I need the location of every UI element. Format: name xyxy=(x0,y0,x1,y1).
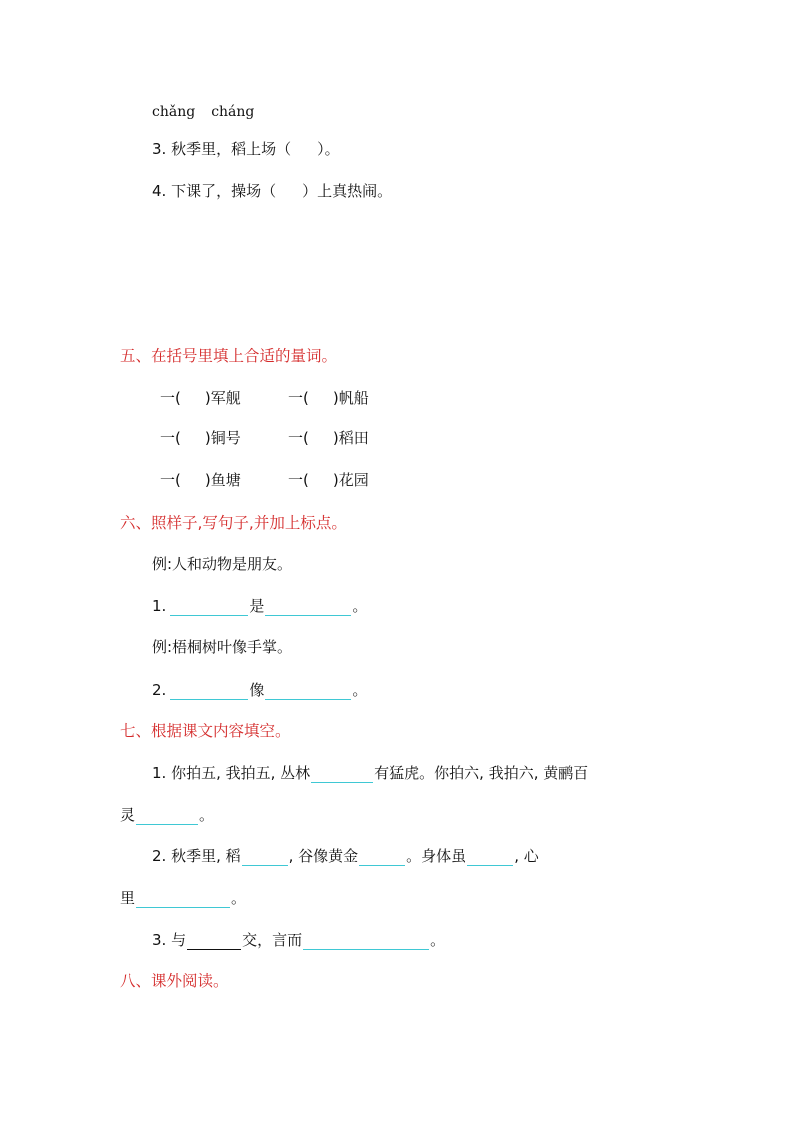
pinyin-line xyxy=(152,102,254,122)
question-number: 4. xyxy=(152,182,167,200)
pinyin-chang2: cháng xyxy=(211,104,255,120)
answer-blank[interactable] xyxy=(359,849,405,866)
answer-blank[interactable] xyxy=(303,933,429,950)
question-text: 秋季里，稻上场（ xyxy=(171,140,292,158)
measure-word-item: 一( )军舰 xyxy=(160,389,241,407)
measure-word-item: 一( )帆船 xyxy=(288,389,369,407)
sentence-item-2: 2. 像 。 xyxy=(152,681,368,699)
answer-blank[interactable] xyxy=(170,683,248,700)
sentence-item-1: 1. 是 。 xyxy=(152,597,368,615)
section-8-heading: 八、课外阅读。 xyxy=(120,972,229,990)
fill-item-1-line-1: 1. 你拍五, 我拍五, 丛林 有猛虎。你拍六, 我拍六, 黄鹂百 xyxy=(152,764,589,782)
measure-word-item: 一( )稻田 xyxy=(288,429,369,447)
question-3 xyxy=(152,139,340,159)
question-text-end: ）。 xyxy=(317,140,340,158)
question-text: 下课了，操场（ xyxy=(171,182,277,200)
fill-item-1-line-2: 灵 。 xyxy=(120,806,215,824)
section-7-heading: 七、根据课文内容填空。 xyxy=(120,722,291,740)
answer-blank[interactable] xyxy=(265,683,351,700)
answer-blank[interactable] xyxy=(136,808,198,825)
answer-blank[interactable] xyxy=(467,849,513,866)
fill-item-3: 3. 与 交，言而 。 xyxy=(152,931,446,949)
question-text-end: ）上真热闹。 xyxy=(302,182,393,200)
example-2: 例:梧桐树叶像手掌。 xyxy=(152,638,293,656)
answer-blank[interactable] xyxy=(311,766,373,783)
section-5-heading: 五、在括号里填上合适的量词。 xyxy=(120,347,338,365)
fill-item-2-line-1: 2. 秋季里, 稻 , 谷像黄金 。身体虽 , 心 xyxy=(152,847,539,865)
measure-word-item: 一( )铜号 xyxy=(160,429,241,447)
measure-word-item: 一( )鱼塘 xyxy=(160,471,241,489)
question-4 xyxy=(152,181,392,201)
section-6-heading: 六、照样子,写句子,并加上标点。 xyxy=(120,514,347,532)
measure-word-item: 一( )花园 xyxy=(288,471,369,489)
answer-blank[interactable] xyxy=(187,933,241,950)
answer-blank[interactable] xyxy=(170,599,248,616)
pinyin-chang3: chǎng xyxy=(152,104,196,120)
question-number: 3. xyxy=(152,140,167,158)
answer-blank[interactable] xyxy=(136,891,230,908)
example-1: 例:人和动物是朋友。 xyxy=(152,555,293,573)
answer-blank[interactable] xyxy=(242,849,288,866)
fill-item-2-line-2: 里 。 xyxy=(120,889,247,907)
answer-blank[interactable] xyxy=(265,599,351,616)
